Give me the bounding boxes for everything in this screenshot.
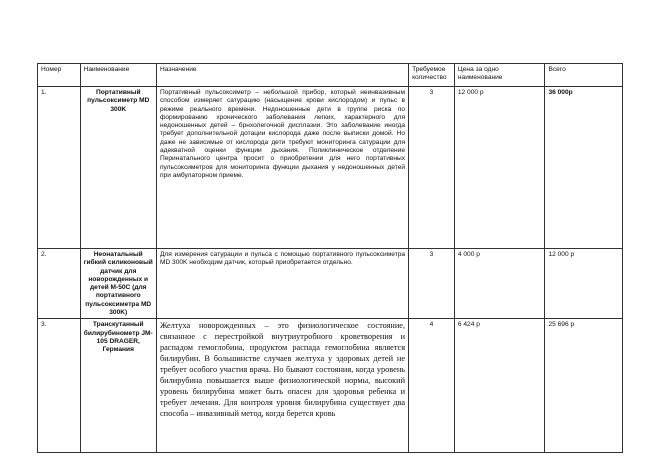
row-item-name: Транскутанный билирубинометр JM-105 DRAGER, Германия [80,319,156,453]
row-number: 1. [38,87,81,249]
header-name: Наименование [80,64,156,87]
row-number: 2. [38,249,81,319]
row-quantity: 3 [409,87,455,249]
header-total: Всего [545,64,623,87]
row-unit-price: 6 424 р [454,319,545,453]
header-purpose: Назначение [156,64,408,87]
table-row [38,319,623,453]
row-number: 3. [38,319,81,453]
row-purpose: Желтуха новорожденных – это физиологическое состояние, связанное с перестройкой внутриутробного кроветворения и распадом гемоглобина, продуктом распада гемоглобина является билирубин. В большинстве случаев желтуха у здоровых детей не требует особого участия врача. Но бывают состояния, когда уровень билирубина повышается выше физиологической нормы, высокий уровень билирубина может быть опасен для здоровья ребенка и требует лечения. Для контроля уровня билирубина существует два способа – инвазивный метод, когда берется кровь [159,321,406,418]
table-header-row [38,64,623,87]
table-row [38,249,623,319]
header-number: Номер [38,64,81,87]
row-unit-price: 12 000 р [454,87,545,249]
row-total: 25 696 р [545,319,623,453]
row-item-name: Неонатальный гибкий силиконовый датчик для новорожденных и детей М-50С (для портативного пульсоксиметра MD 300K) [80,249,156,319]
row-quantity: 4 [409,319,455,453]
row-total: 36 000р [545,87,623,249]
row-quantity: 3 [409,249,455,319]
equipment-table [37,63,623,453]
header-quantity: Требуемое количество [409,64,455,87]
row-total: 12 000 р [545,249,623,319]
row-unit-price: 4 000 р [454,249,545,319]
header-unit-price: Цена за одно наименование [454,64,545,87]
table-row [38,87,623,249]
row-item-name: Портативный пульсоксиметр MD 300K [80,87,156,249]
row-purpose: Для измерения сатурации и пульса с помощью портативного пульсоксиметра MD 300K необходим датчик, который приобретается отдельно. [156,249,408,319]
row-purpose-cell [156,319,408,453]
row-purpose: Портативный пульсоксиметр – небольшой прибор, который неинвазивным способом измеряет сатурацию (насыщение крови кислородом) и пульс в режиме реального времени. Недоношенные дети в группе риска по формированию хронического заболевания легких, характерного для недоношенных детей – брнхолегочной дисплазии. Это заболевание иногда требует дополнительной дотации кислорода даже после выписки домой. Но даже не зависимые от кислорода дети требуют мониторинга сатурации для адекватной оценки функции дыхания. Поликлиническое отделение Перинатального центра просит о приобретении для него портативных пульсоксиметров для мониторинга функции дыхания у недоношенных детей при амбулаторном приеме. [156,87,408,249]
